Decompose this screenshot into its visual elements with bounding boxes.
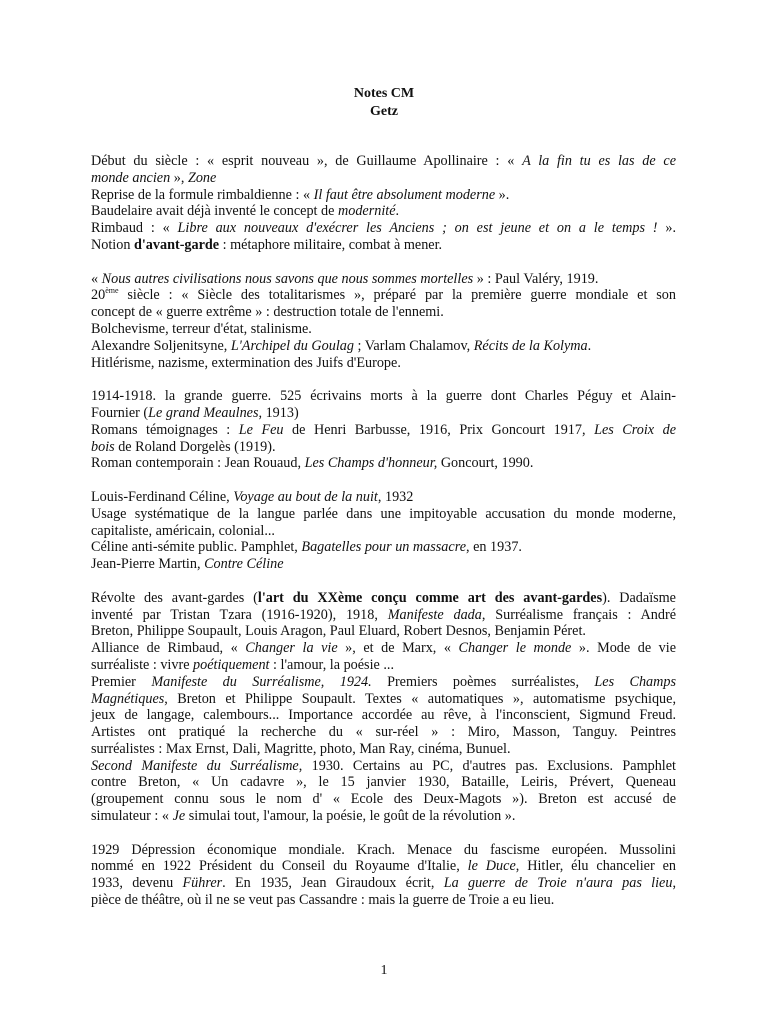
text-line: inventé par Tristan Tzara (1916-1920), 1918, Manifeste dada, Surréalisme français : André (91, 606, 676, 623)
text-line: Début du siècle : « esprit nouveau », de Guillaume Apollinaire : « A la fin tu es las de ce (91, 153, 676, 169)
paragraph-grande-guerre (91, 388, 676, 472)
text-line: Premier Manifeste du Surréalisme, 1924. Premiers poèmes surréalistes, Les Champs (91, 673, 677, 690)
paragraph-avant-gardes (91, 590, 676, 825)
text-line: jeux de langage, calembours... Importance accordée au rêve, à l'inconscient, Sigmund Freud. (91, 707, 676, 724)
text-line: Breton, Philippe Soupault, Louis Aragon, Paul Eluard, Robert Desnos, Benjamin Péret. (91, 623, 586, 640)
paragraph-totalitarismes (91, 271, 676, 372)
text-line: Baudelaire avait déjà inventé le concept de modernité. (91, 203, 400, 220)
text-line: 1914-1918. la grande guerre. 525 écrivains morts à la guerre dont Charles Péguy et Alain- (91, 388, 676, 405)
text-line: simulateur : « Je simulai tout, l'amour, la poésie, le goût de la révolution ». (91, 808, 516, 825)
text-line: Louis-Ferdinand Céline, Voyage au bout de la nuit, 1932 (91, 488, 414, 505)
text-line: Magnétiques, Breton et Philippe Soupault. Textes « automatiques », automatisme psychique, (91, 690, 676, 707)
text-line: 1933, devenu Führer. En 1935, Jean Giraudoux écrit, La guerre de Troie n'aura pas lieu, (91, 875, 676, 892)
text-line: capitaliste, américain, colonial... (91, 522, 275, 539)
text-line: bois de Roland Dorgelès (1919). (91, 438, 276, 455)
text-line: contre Breton, « Un cadavre », le 15 janvier 1930, Bataille, Leiris, Prévert, Queneau (91, 774, 676, 791)
text-line: Révolte des avant-gardes (l'art du XXème conçu comme art des avant-gardes). Dadaïsme (91, 589, 676, 606)
text-line: Reprise de la formule rimbaldienne : « Il faut être absolument moderne ». (91, 186, 510, 203)
paragraph-celine (91, 489, 676, 573)
text-line: Rimbaud : « Libre aux nouveaux d'exécrer les Anciens ; on est jeune et on a le temps ! ». (91, 220, 676, 237)
text-line: monde ancien », Zone (91, 169, 217, 186)
text-line: Jean-Pierre Martin, Contre Céline (91, 556, 284, 573)
document-title: Notes CM (353, 86, 415, 101)
text-line: 1929 Dépression économique mondiale. Krach. Menace du fascisme européen. Mussolini (91, 841, 676, 858)
text-line: pièce de théâtre, où il ne se veut pas Cassandre : mais la guerre de Troie a eu lieu. (91, 892, 555, 909)
document-body (91, 153, 676, 926)
text-line: Alliance de Rimbaud, « Changer la vie », et de Marx, « Changer le monde ». Mode de vie (91, 640, 677, 657)
text-line: Céline anti-sémite public. Pamphlet, Bagatelles pour un massacre, en 1937. (91, 539, 522, 556)
text-line: 20ème siècle : « Siècle des totalitarismes », préparé par la première guerre mondiale et son (91, 286, 676, 304)
document-subtitle: Getz (370, 104, 398, 119)
text-line: surréalistes : Max Ernst, Dali, Magritte, photo, Man Ray, cinéma, Bunuel. (91, 740, 511, 757)
text-line: Artistes ont pratiqué la recherche du « sur-réel » : Miro, Masson, Tanguy. Peintres (91, 724, 676, 741)
paragraph-modernite (91, 153, 676, 254)
text-line: Usage systématique de la langue parlée dans une impitoyable accusation du monde moderne, (91, 505, 676, 522)
text-line: « Nous autres civilisations nous savons que nous sommes mortelles » : Paul Valéry, 1919. (91, 270, 599, 287)
text-line: Roman contemporain : Jean Rouaud, Les Champs d'honneur, Goncourt, 1990. (91, 455, 534, 472)
text-line: Notion d'avant-garde : métaphore militaire, combat à mener. (91, 236, 443, 253)
text-line: Bolchevisme, terreur d'état, stalinisme. (91, 320, 312, 337)
text-line: (groupement connu sous le nom d' « Ecole des Deux-Magots »). Breton est accusé de (91, 791, 676, 808)
text-line: Second Manifeste du Surréalisme, 1930. Certains au PC, d'autres pas. Exclusions. Pamphlet (91, 757, 676, 774)
paragraph-1929 (91, 842, 676, 909)
text-line: Romans témoignages : Le Feu de Henri Barbusse, 1916, Prix Goncourt 1917, Les Croix de (91, 421, 677, 438)
text-line: concept de « guerre extrême » : destruction totale de l'ennemi. (91, 304, 444, 321)
text-line: Hitlérisme, nazisme, extermination des Juifs d'Europe. (91, 354, 401, 371)
text-line: nommé en 1922 Président du Conseil du Royaume d'Italie, le Duce, Hitler, élu chancelier en (91, 858, 676, 875)
text-line: Alexandre Soljenitsyne, L'Archipel du Goulag ; Varlam Chalamov, Récits de la Kolyma. (91, 337, 592, 354)
page-number: 1 (380, 963, 388, 978)
text-line: Fournier (Le grand Meaulnes, 1913) (91, 404, 299, 421)
text-line: surréaliste : vivre poétiquement : l'amour, la poésie ... (91, 656, 395, 673)
